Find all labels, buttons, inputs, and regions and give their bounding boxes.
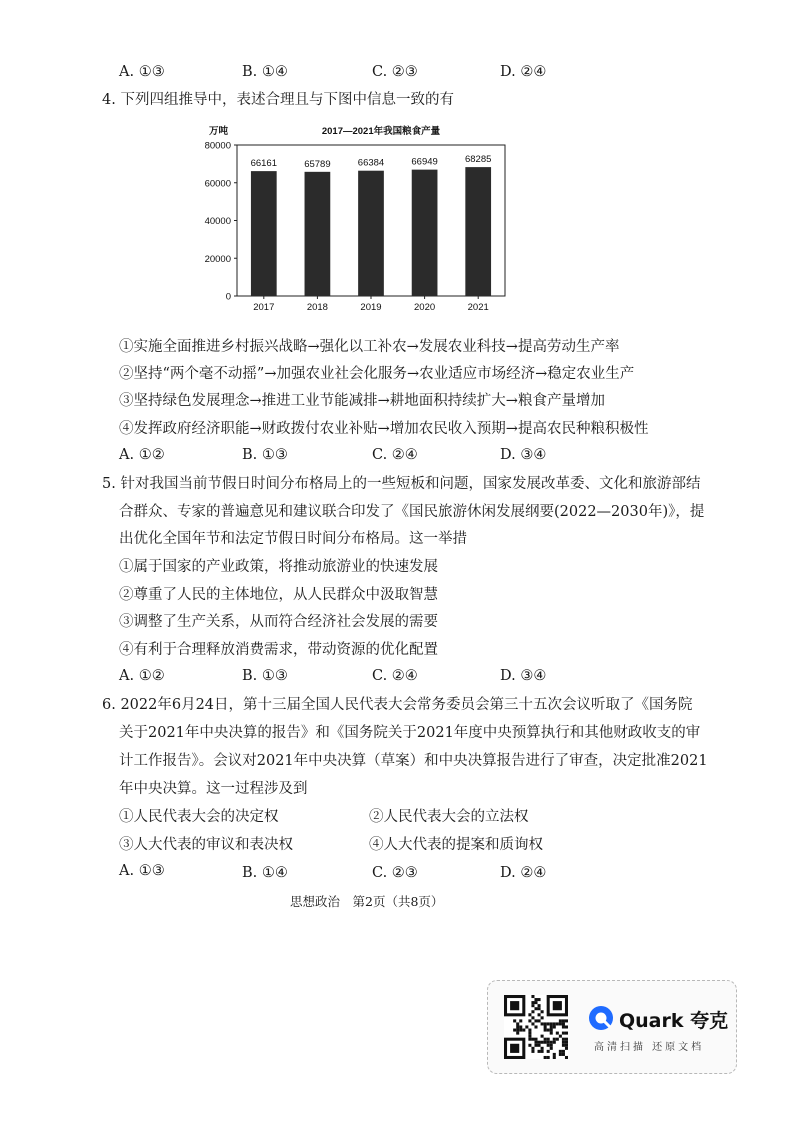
q4-statement-2: ②坚持“两个毫不动摇”→加强农业社会化服务→农业适应市场经济→稳定农业生产 bbox=[119, 366, 635, 382]
y-tick-label: 40000 bbox=[204, 216, 231, 227]
bar bbox=[465, 167, 491, 296]
bar bbox=[358, 171, 384, 296]
q4-statement-3: ③坚持绿色发展理念→推进工业节能减排→耕地面积持续扩大→粮食产量增加 bbox=[119, 393, 605, 409]
bar bbox=[251, 171, 277, 296]
qr-code-icon bbox=[504, 995, 568, 1059]
y-tick-label: 0 bbox=[225, 291, 231, 303]
quark-logo-icon bbox=[588, 1005, 614, 1031]
q5-option-d: D. ③④ bbox=[500, 668, 547, 684]
bar-value-label: 68285 bbox=[464, 154, 492, 166]
bar bbox=[305, 172, 331, 296]
q5-option-b: B. ①③ bbox=[242, 668, 288, 684]
q5-statement-4: ④有利于合理释放消费需求，带动资源的优化配置 bbox=[119, 642, 438, 658]
q6-statement-4: ④人大代表的提案和质询权 bbox=[369, 837, 543, 853]
q6-statement-1: ①人民代表大会的决定权 bbox=[119, 809, 279, 825]
q4-statement-1: ①实施全面推进乡村振兴战略→强化以工补农→发展农业科技→提高劳动生产率 bbox=[119, 339, 620, 355]
q6-statement-2: ②人民代表大会的立法权 bbox=[369, 809, 529, 825]
x-tick-label: 2018 bbox=[306, 302, 328, 313]
q3-option-d: D. ②④ bbox=[500, 64, 547, 80]
q6-stem-line-1: 6. 2022年6月24日，第十三届全国人民代表大会常务委员会第三十五次会议听取了《国务院 bbox=[102, 697, 693, 713]
q5-stem-line-2: 合群众、专家的普遍意见和建议联合印发了《国民旅游休闲发展纲要(2022—2030年)》，提 bbox=[119, 504, 705, 520]
x-tick-label: 2021 bbox=[467, 302, 489, 313]
chart-svg bbox=[195, 118, 515, 318]
q4-statement-4: ④发挥政府经济职能→财政拨付农业补贴→增加农民收入预期→提高农民种粮积极性 bbox=[119, 421, 649, 437]
q5-statement-1: ①属于国家的产业政策，将推动旅游业的快速发展 bbox=[119, 559, 438, 575]
chart-title: 2017—2021年我国粮食产量 bbox=[321, 126, 441, 137]
bar-value-label: 65789 bbox=[304, 158, 331, 170]
quark-scan-badge bbox=[487, 980, 737, 1074]
q5-stem-line-1: 5. 针对我国当前节假日时间分布格局上的一些短板和问题，国家发展改革委、文化和旅游部结 bbox=[102, 476, 701, 492]
q4-option-a: A. ①② bbox=[119, 447, 165, 463]
x-tick-label: 2020 bbox=[414, 302, 436, 313]
y-tick-label: 80000 bbox=[204, 140, 231, 152]
q4-option-d: D. ③④ bbox=[500, 447, 547, 463]
q4-option-b: B. ①③ bbox=[242, 447, 288, 463]
page-footer: 思想政治 第2页（共8页） bbox=[290, 894, 444, 909]
q3-option-b: B. ①④ bbox=[242, 64, 288, 80]
y-tick-label: 20000 bbox=[204, 253, 231, 265]
quark-brand: Quark 夸克 bbox=[619, 1010, 729, 1032]
bar bbox=[412, 170, 438, 296]
x-tick-label: 2019 bbox=[360, 302, 382, 313]
q6-option-d: D. ②④ bbox=[500, 865, 547, 881]
q6-stem-line-4: 年中央决算。这一过程涉及到 bbox=[119, 781, 308, 797]
q6-statement-3: ③人大代表的审议和表决权 bbox=[119, 837, 293, 853]
q5-stem-line-3: 出优化全国年节和法定节假日时间分布格局。这一举措 bbox=[119, 531, 467, 547]
bar-value-label: 66161 bbox=[250, 158, 278, 170]
q4-stem: 4. 下列四组推导中，表述合理且与下图中信息一致的有 bbox=[102, 92, 454, 108]
q4-option-c: C. ②④ bbox=[372, 447, 418, 463]
y-axis-label: 万吨 bbox=[209, 126, 229, 137]
q3-option-c: C. ②③ bbox=[372, 64, 418, 80]
grain-output-chart bbox=[195, 118, 515, 318]
q6-option-b: B. ①④ bbox=[242, 865, 288, 881]
quark-tagline: 高清扫描 还原文档 bbox=[594, 1042, 705, 1053]
q5-option-a: A. ①② bbox=[119, 668, 165, 684]
q5-option-c: C. ②④ bbox=[372, 668, 418, 684]
y-tick-label: 60000 bbox=[204, 178, 231, 190]
x-tick-label: 2017 bbox=[253, 302, 275, 313]
q5-statement-2: ②尊重了人民的主体地位，从人民群众中汲取智慧 bbox=[119, 587, 438, 603]
q6-option-c: C. ②③ bbox=[372, 865, 418, 881]
bar-value-label: 66949 bbox=[411, 156, 438, 168]
q6-stem-line-2: 关于2021年中央决算的报告》和《国务院关于2021年度中央预算执行和其他财政收支的审 bbox=[119, 725, 701, 741]
q3-option-a: A. ①③ bbox=[119, 64, 165, 80]
q6-option-a: A. ①③ bbox=[119, 863, 165, 879]
q5-statement-3: ③调整了生产关系，从而符合经济社会发展的需要 bbox=[119, 614, 438, 630]
q6-stem-line-3: 计工作报告》。会议对2021年中央决算（草案）和中央决算报告进行了审查，决定批准2021 bbox=[119, 753, 708, 769]
bar-value-label: 66384 bbox=[357, 157, 385, 169]
